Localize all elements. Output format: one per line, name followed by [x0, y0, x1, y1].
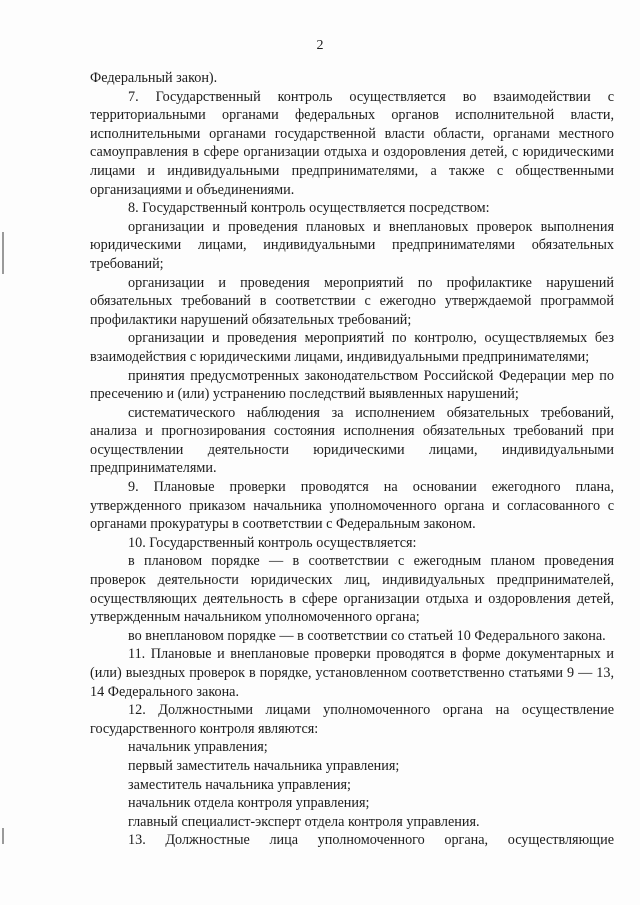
page-number: 2 — [316, 38, 324, 53]
paragraph: во внеплановом порядке — в соответствии со статьей 10 Федерального закона. — [128, 627, 606, 644]
paragraph: 9. Плановые проверки проводятся на основании ежегодного плана, утвержденного приказом начальника уполномоченного органа и согласованного с органами прокуратуры в соответствии с Федеральным законом. — [90, 479, 614, 533]
scan-margin-mark — [2, 828, 4, 844]
document-body — [90, 69, 614, 850]
paragraph: начальник отдела контроля управления; — [128, 795, 370, 812]
scan-margin-mark — [2, 232, 4, 274]
paragraph: заместитель начальника управления; — [128, 776, 351, 793]
paragraph: 11. Плановые и внеплановые проверки проводятся в форме документарных и (или) выездных проверок в порядке, установленном соответственно статьями 9 — 13, 14 Федерального закона. — [90, 646, 614, 700]
paragraph: начальник управления; — [128, 739, 268, 756]
paragraph: 13. Должностные лица уполномоченного органа, осуществляющие — [128, 832, 614, 849]
paragraph: организации и проведения мероприятий по контролю, осуществляемых без взаимодействия с юридическими лицами, индивидуальными предпринимателями; — [90, 330, 614, 365]
paragraph: систематического наблюдения за исполнением обязательных требований, анализа и прогнозирования состояния исполнения обязательных требований при осуществлении деятельности юридическими лицами, индивидуальными предпринимателями. — [90, 404, 614, 477]
paragraph: 8. Государственный контроль осуществляется посредством: — [128, 200, 490, 217]
paragraph: в плановом порядке — в соответствии с ежегодным планом проведения проверок деятельности юридических лиц, индивидуальных предпринимателей, осуществляющих деятельность в сфере организации отдыха и оздоровления детей, утвержденным начальником уполномоченного органа; — [90, 553, 614, 626]
paragraph: 10. Государственный контроль осуществляется: — [128, 534, 417, 551]
paragraph: организации и проведения мероприятий по профилактике нарушений обязательных требований в соответствии с ежегодно утверждаемой программой профилактики нарушений обязательных требований; — [90, 274, 614, 328]
paragraph: организации и проведения плановых и внеплановых проверок выполнения юридическими лицами, индивидуальными предпринимателями обязательных требований; — [90, 218, 614, 272]
paragraph: первый заместитель начальника управления; — [128, 757, 400, 774]
paragraph: Федеральный закон). — [90, 70, 218, 86]
paragraph: главный специалист-эксперт отдела контроля управления. — [128, 813, 480, 830]
paragraph: принятия предусмотренных законодательством Российской Федерации мер по пресечению и (или) устранению последствий выявленных нарушений; — [90, 367, 614, 403]
paragraph: 7. Государственный контроль осуществляется во взаимодействии с территориальными органами федеральных органов исполнительной власти, исполнительными органами государственной власти области, органами местного самоуправления в сфере организации отдыха и оздоровления детей, с юридическими лицами и индивидуальными предпринимателями, а также с общественными организациями и объединениями. — [90, 88, 614, 198]
paragraph: 12. Должностными лицами уполномоченного органа на осуществление государственного контроля являются: — [90, 702, 614, 737]
